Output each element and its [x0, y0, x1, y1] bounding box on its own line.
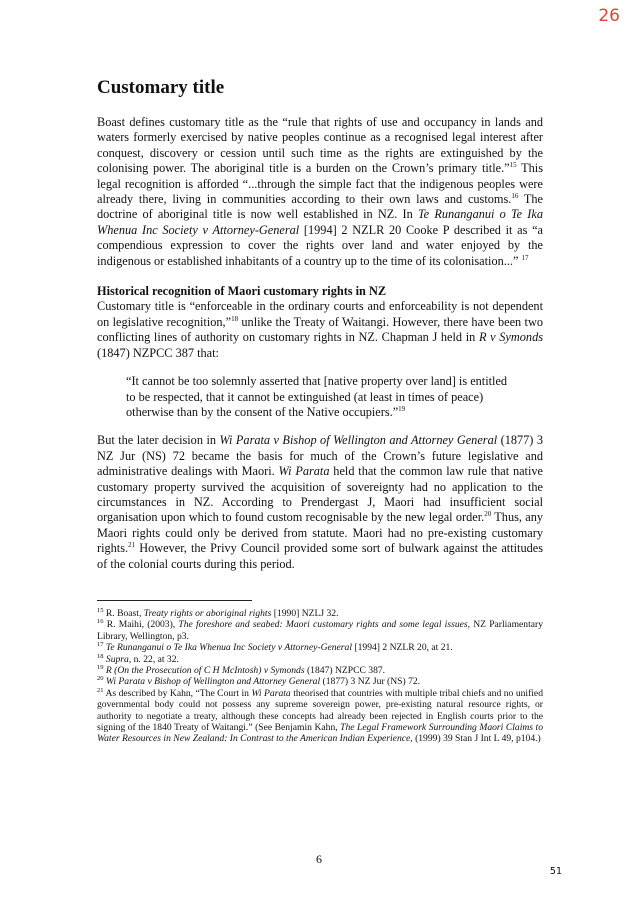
italic-citation: The Legal Framework Surrounding Maori Claims to Water Resources in New Zealand: In Contrast to the American Indian Experience	[97, 722, 543, 745]
footnote-separator	[97, 600, 252, 601]
italic-citation: Wi Parata v Bishop of Wellington and Attorney General	[105, 676, 321, 688]
footnote: $^{21}$ As described by Kahn, “The Court in Wi Parata theorised that countries with multiple tribal chiefs and no unified governmental body could not possess any supreme sovereign power, pre-existing natural resource rights, or authority to negotiate a treaty, although these concepts had already been rejected in English courts prior to the signing of the 1840 Treaty of Waitangi.” (See Benjamin Kahn, The Legal Framework Surrounding Maori Claims to Water Resources in New Zealand: In Contrast to the American Indian Experience, (1999) 39 Stan J Int L 49, p104.)	[97, 686, 543, 745]
document-body	[97, 76, 543, 745]
footnote: $^{16}$ R. Maihi, (2003), The foreshore and seabed: Maori customary rights and some legal issues, NZ Parliamentary Library, Wellington, p3.	[97, 618, 544, 642]
italic-citation: Wi Parata v Bishop of Wellington and Attorney General	[219, 433, 498, 448]
footnote-marker: 21	[97, 686, 104, 694]
footnote-marker: 18	[231, 314, 239, 323]
subsection-heading: Historical recognition of Maori customary rights in NZ	[97, 284, 387, 299]
paragraph-gap	[97, 269, 543, 284]
italic-citation: R v Symonds	[478, 330, 543, 345]
footnote-marker: 20	[97, 675, 104, 683]
paragraph-historical-recognition: Customary title is “enforceable in the ordinary courts and enforceability is not dependent on legislative recognition,”$^{18}$ unlike the Treaty of Waitangi. However, there have been two conflicting lines of authority on customary rights in NZ. Chapman J held in R v Symonds (1847) NZPCC 387 that:	[97, 299, 543, 360]
block-quote-symonds: “It cannot be too solemnly asserted that [native property over land] is entitled to be respected, that it cannot be extinguished (at least in times of peace) otherwise than by the consent of the Native occupiers.”$^{19}$	[126, 374, 508, 419]
footnote-marker: 18	[97, 652, 104, 660]
italic-citation: The foreshore and seabed: Maori customary rights and some legal issues	[178, 619, 468, 631]
italic-citation: Wi Parata	[251, 687, 291, 699]
footnote: $^{15}$ R. Boast, Treaty rights or aboriginal rights [1990] NZLJ 32.	[97, 606, 339, 619]
footnote: $^{19}$ R (On the Prosecution of C H McIntosh) v Symonds (1847) NZPCC 387.	[97, 663, 386, 676]
footnote-marker: 17	[521, 253, 529, 262]
footnote-marker: 16	[97, 618, 104, 626]
italic-citation: Treaty rights or aboriginal rights	[143, 607, 272, 619]
italic-citation: Wi Parata	[278, 464, 330, 479]
footnote-marker: 15	[509, 161, 517, 170]
section-heading: Customary title	[97, 77, 225, 98]
footnote: $^{20}$ Wi Parata v Bishop of Wellington and Attorney General (1877) 3 NZ Jur (NS) 72.	[97, 675, 421, 688]
footnote-marker: 19	[398, 404, 406, 413]
footnote-marker: 20	[484, 510, 492, 519]
page-number-corner: 51	[549, 866, 562, 877]
footnote: $^{17}$ Te Runanganui o Te Ika Whenua Inc Society v Attorney-General [1994] 2 NZLR 20, at 21.	[97, 641, 453, 654]
italic-citation: Te Runanganui o Te Ika Whenua Inc Society v Attorney-General	[97, 207, 543, 237]
italic-citation: Te Runanganui o Te Ika Whenua Inc Society v Attorney-General	[105, 642, 353, 654]
footnote-marker: 17	[97, 641, 104, 648]
top-page-number: 26	[598, 6, 620, 26]
footnote-marker: 15	[97, 606, 104, 614]
italic-citation: Supra	[105, 653, 129, 665]
footnote-marker: 21	[128, 541, 136, 550]
footnote: $^{18}$ Supra, n. 22, at 32.	[97, 652, 179, 665]
paragraph-customary-title: Boast defines customary title as the “rule that rights of use and occupancy in lands and waters formerly exercised by native peoples continue as a recognised legal interest after conquest, discovery or cession until such time as the rights are extinguished by the colonising power. The aboriginal title is a burden on the Crown’s primary title.”$^{15}$ This legal recognition is afforded “...through the simple fact that the indigenous peoples were already there, living in communities according to their own laws and customs.$^{16}$ The doctrine of aboriginal title is now well established in NZ. In Te Runanganui o Te Ika Whenua Inc Society v Attorney-General [1994] 2 NZLR 20 Cooke P described it as “a compendious expression to cover the rights over land and water enjoyed by the indigenous or established inhabitants of a country up to the time of its colonisation...” $^{17}$	[97, 115, 543, 268]
footnote-marker: 19	[97, 663, 104, 671]
footnote-marker: 16	[511, 191, 519, 200]
page-number-center: 6	[316, 852, 322, 866]
footnotes	[97, 608, 543, 745]
italic-citation: R (On the Prosecution of C H McIntosh) v Symonds	[105, 665, 305, 676]
paragraph-wi-parata: But the later decision in Wi Parata v Bishop of Wellington and Attorney General (1877) 3 NZ Jur (NS) 72 became the basis for much of the Crown’s future legislative and administrative dealings with Maori. Wi Parata held that the common law rule that native customary property survived the acquisition of sovereignty had no application to the circumstances in NZ. According to Prendergast J, Maori had insufficient social organisation upon which to found custom recognisable by the new legal order.$^{20}$ Thus, any Maori rights could only be derived from statute. Maori had no pre-existing customary rights.$^{21}$ However, the Privy Council provided some sort of bulwark against the attitudes of the colonial courts during this period.	[97, 433, 543, 571]
